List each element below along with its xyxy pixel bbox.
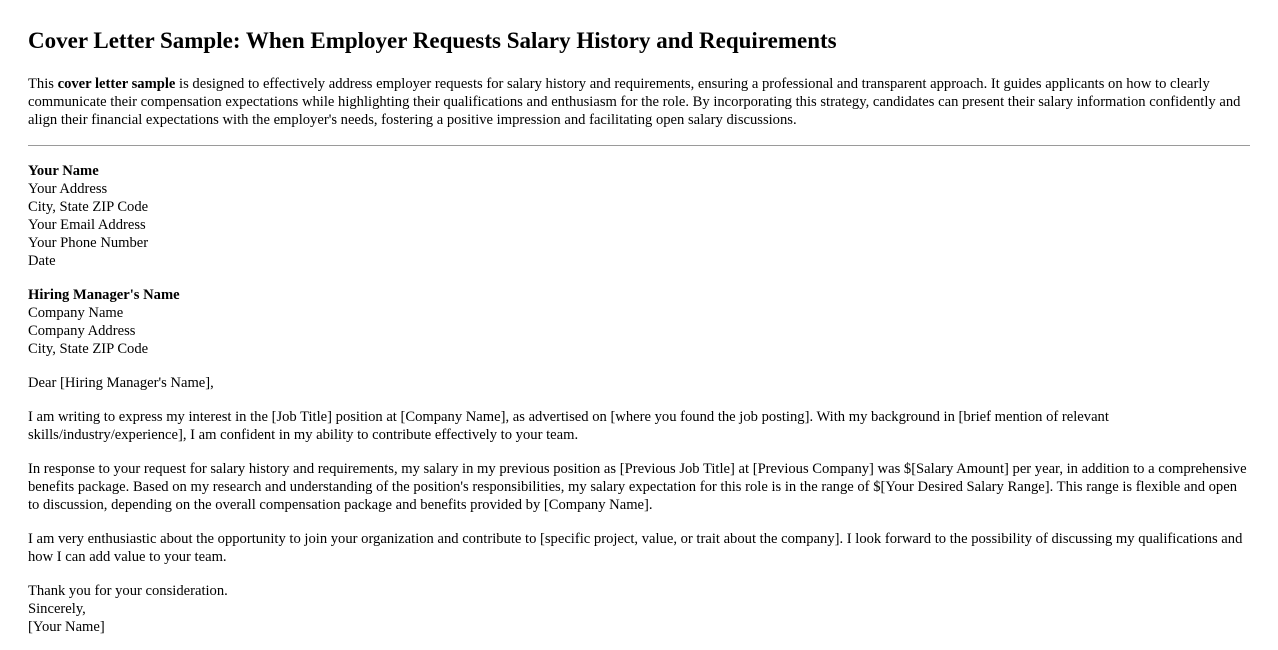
closing-signoff: Sincerely, bbox=[28, 601, 86, 617]
body-paragraph-2: In response to your request for salary history and requirements, my salary in my previous position as [Previous Job Title] at [Previous Company] was $[Salary Amount] per year, in addition to a comprehensive benefits package. Based on my research and understanding of the position's responsibilities, my salary expectation for this role is in the range of $[Your Desired Salary Range]. This range is flexible and open to discussion, depending on the overall compensation package and benefits provided by [Company Name]. bbox=[28, 461, 1247, 513]
sender-block bbox=[28, 162, 1250, 270]
sender-email: Your Email Address bbox=[28, 217, 146, 233]
intro-paragraph bbox=[28, 75, 1250, 129]
intro-bold-phrase: cover letter sample bbox=[57, 76, 176, 92]
sender-name: Your Name bbox=[28, 163, 99, 179]
sender-date: Date bbox=[28, 253, 56, 269]
closing-block bbox=[28, 582, 1250, 636]
intro-text-before: This bbox=[28, 76, 58, 92]
divider bbox=[28, 145, 1250, 146]
recipient-company: Company Name bbox=[28, 305, 124, 321]
sender-address: Your Address bbox=[28, 181, 108, 197]
sender-phone: Your Phone Number bbox=[28, 235, 149, 251]
page-title: Cover Letter Sample: When Employer Requests Salary History and Requirements bbox=[28, 28, 837, 53]
recipient-block bbox=[28, 286, 1250, 358]
body-paragraph-1: I am writing to express my interest in the [Job Title] position at [Company Name], as advertised on [where you found the job posting]. With my background in [brief mention of relevant skills/industry/experience], I am confident in my ability to contribute effectively to your team. bbox=[28, 409, 1109, 443]
body-paragraph-3: I am very enthusiastic about the opportunity to join your organization and contribute to [specific project, value, or trait about the company]. I look forward to the possibility of discussing my qualifications and how I can add value to your team. bbox=[28, 531, 1243, 565]
recipient-city: City, State ZIP Code bbox=[28, 341, 149, 357]
recipient-address: Company Address bbox=[28, 323, 136, 339]
closing-thanks: Thank you for your consideration. bbox=[28, 583, 228, 599]
closing-signature: [Your Name] bbox=[28, 619, 105, 635]
salutation: Dear [Hiring Manager's Name], bbox=[28, 375, 214, 391]
recipient-name: Hiring Manager's Name bbox=[28, 287, 180, 303]
sender-city: City, State ZIP Code bbox=[28, 199, 149, 215]
intro-text-after: is designed to effectively address employer requests for salary history and requirements, ensuring a professional and transparent approach. It guides applicants on how to clearly communicate their compensation expectations while highlighting their qualifications and enthusiasm for the role. By incorporating this strategy, candidates can present their salary information confidently and align their financial expectations with the employer's needs, fostering a positive impression and facilitating open salary discussions. bbox=[28, 76, 1241, 128]
